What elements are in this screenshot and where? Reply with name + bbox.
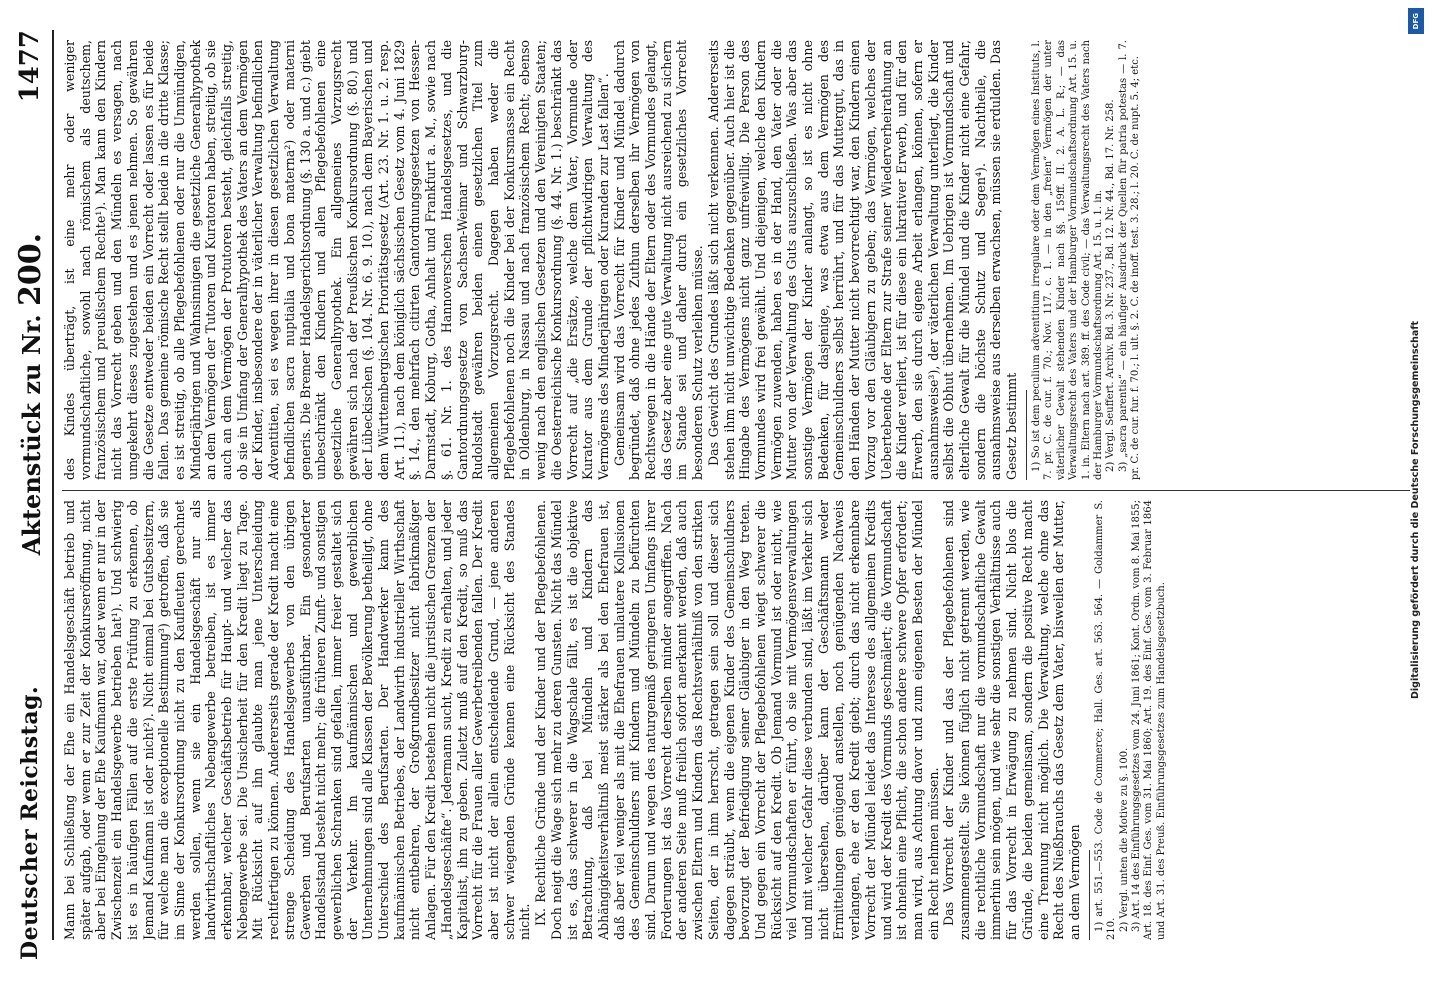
footnotes — [1031, 40, 1143, 480]
footnote: 3) „sacra parentis“ — ein häufiger Ausdruck der Quellen für patria potestas — l. 7. pr. C. de cur. fur. f. 70.; l. ult. §. 2. C. de inoff. test. 3. 28.; l. 20. C. de nupt. 5. 4; etc. — [1117, 40, 1142, 480]
page-header — [12, 30, 48, 960]
footnote-separator — [1026, 390, 1027, 480]
running-title: Deutscher Reichstag. — [17, 685, 43, 960]
paragraph: Das Vorrecht der Kinder und das der Pflegebefohlenen sind zusammengestellt. Sie können füglich nicht getrennt werden, wie die rechtliche Vormundschaft nur die vormundschaftliche Gewalt immerhin sein mögen, und wie sehr die sonstigen Verhältnisse auch für das Vorrecht in Erwägung zu nehmen sind. Nicht blos die Gründe, die beiden gemeinsam, sondern die positive Recht macht eine Trennung nicht möglich. Die Verwaltung, welche ohne das Recht des Nießbrauchs das Gesetz dem Vater, bisweilen der Mutter, an dem Vermögen — [941, 500, 1082, 940]
page-number: 1477 — [15, 30, 45, 103]
footnote: 1) So ist dem peculium adventitium irregulare oder dem Vermögen eines Instituts, l. 7. pr. C. de cur. f. 70.; Nov. 117. c. 1. — in den „freien“ Vermögen der unter väterlicher Gewalt stehenden Kinder nach §§. 159ff. II. 2. A. L. R.; — das Verwaltungsrecht des Vaters und der Hamburger Vormundschaftsordnung Art. 15. u. 1. in. Eltern nach art. 389. ff. des Code civil; — das Verwaltungsrecht des Vaters nach der Hamburger Vormundschaftsordnung Art. 15. u. 1. in. — [1030, 40, 1104, 480]
right-column — [62, 40, 1412, 480]
paragraph: Mann bei Schließung der Ehe ein Handelsgeschäft betrieb und später aufgab, oder wenn er zur Zeit der Konkurseröffnung, nicht aber bei Eingehung der Ehe Kaufmann war, oder wenn er nur in der Zwischenzeit ein Handelsgewerbe betrieben hat¹). Und schwierig ist es in häufigen Fällen auf die erste Prüfung zu erkennen, ob Jemand Kaufmann ist oder nicht²). Nicht einmal bei Gutsbesitzern, für welche man die exceptionelle Bestimmung³) getroffen, daß sie im Sinne der Konkursordnung nicht zu den Kaufleuten gerechnet werden sollen, wenn sie ein Handelsgeschäft nur als landwirthschaftliches Nebengewerbe betreiben, ist es immer erkennbar, welcher Geschäftsbetrieb für Haupt- und welcher das Nebengewerbe sei. Die Unsicherheit für den Kredit liegt zu Tage. Mit Rücksicht auf ihn glaubte man jene Unterscheidung rechtfertigen zu können. Andererseits gerade der Kredit macht eine strenge Scheidung des Handelsgewerbes von den übrigen Gewerben und Berufsarten unausführbar. Ein gesonderter Handelsstand besteht nicht mehr; die früheren Zunft- und sonstigen gewerblichen Schranken sind gefallen, immer freier gestaltet sich der Verkehr. Im kaufmännischen und gewerblichen Unternehmungen sind alle Klassen der Bevölkerung betheiligt, ohne Unterschied des Berufsarten. Der Handwerker kann des kaufmännischen Betriebes, der Landwirth industrieller Wirthschaft nicht entbehren, der Großgrundbesitzer nicht fabrikmäßiger Anlagen. Für den Kredit bestehen nicht die juristischen Grenzen der „Handelsgeschäfte“. Jedermann sucht, Kredit zu erhalten, und jeder Kapitalist, ihn zu geben. Zuletzt muß auf den Kredit, so muß das Vorrecht für die Frauen aller Gewerbetreibenden fallen. Der Kredit aber ist nicht der allein entscheidende Grund, — jene anderen schwer wiegenden Gründe kennen eine Rücksicht des Standes nicht. — [62, 500, 533, 940]
document-reference-prefix: Aktenstück zu Nr. — [16, 314, 46, 556]
footnotes — [1094, 500, 1168, 940]
footnote: 2) Vergl. unten die Motive zu §. 100. — [1118, 747, 1130, 932]
paragraph: Gemeinsam wird das Vorrecht für Kinder und Mündel dadurch begründet, daß ohne jedes Zuthun derselben ihr Vermögen von Rechtswegen in die Hände der Eltern oder des Vormundes gelangt, das Gesetz aber eine gute Verwaltung nicht ausreichend zu sichern im Stande sei und daher durch ein gesetzliches Vorrecht besonderen Schutz verleihen müsse. — [611, 40, 706, 480]
paragraph: Das Gewicht des Grundes läßt sich nicht verkennen. Andererseits stehen ihm nicht unwichtige Bedenken gegenüber. Auch hier ist die Hingabe des Vermögens nicht ganz unfreiwillig. Die Person des Vormundes wird frei gewählt. Und diejenigen, welche den Kindern Vermögen zuwenden, haben es in der Hand, den Vater oder die Mutter von der Verwaltung des Guts auszuschließen. Was aber das sonstige Vermögen der Kinder anlangt, so ist es nicht ohne Bedenken, für dasjenige, was etwa aus dem Vermögen des Gemeinschuldners selbst herrührt, und für das Muttergut, das in den Händen der Mutter nicht bevorrechtigt war, den Kindern einen Vorzug vor den Gläubigern zu geben; das Vermögen, welches der Uebertebende der Eltern zur Strafe seiner Wiederverheirathung an die Kinder verliert, ist für diese ein lukrativer Erwerb, und für den Erwerb, den sie durch eigene Arbeit erlangen, können, sofern er ausnahmsweise³), der väterlichen Verwaltung unterliegt, die Kinder selbst die Obhut übernehmen. Im Uebrigen ist Vormundschaft und elterliche Gewalt für die Mündel und die Kinder nicht eine Gefahr, sondern die höchste Schutz und Segen⁴). Nachtheile, die ausnahmsweise aus derselben erwachsen, müssen sie erdulden. Das Gesetz bestimmt — [705, 40, 1020, 480]
footnote: 1) art. 551.—553. Code de Commerce; Hall. Ges. art. 563. 564. — Goldammer S. 210. — [1093, 500, 1118, 940]
left-column — [62, 500, 1412, 940]
paragraph: des Kindes überträgt, ist eine mehr oder weniger vormundschaftliche, sowohl nach römischem als deutschem, französischem und preußischem Rechte¹). Man kann den Kindern nicht das Vorrecht geben und den Mündeln es versagen, nach umgekehrt dieses zugestehen und es jenen nehmen. So gewähren die Gesetze entweder beiden ein Vorrecht oder lassen es für beide fallen. Das gemeine römische Recht stellt beide in die dritte Klasse; es ist streitig, ob alle Pflegebefohlenen oder nur die Unmündigen, Minderjährigen und Wahnsinnigen die gesetzliche Generalhypothek an dem Vermögen der Tutoren und Kuratoren haben, streitig, ob sie auch an dem Vermögen der Protutoren besteht, gleichfalls streitig, ob sie in Umfang der Generalhypothek des Vaters an dem Vermögen der Kinder, insbesondere der in väterlicher Verwaltung befindlichen Adventitien, sei es wegen ihrer in diesen gesetzlichen Verwaltung befindlichen sacra nuptialia und bona materna²) oder materni generis. Die Bremer Handelsgerichtsordnung (§. 130 a. und c.) giebt unbeschränkt den Kindern und allen Pflegebefohlenen eine gesetzliche Generalhypothek. Ein allgemeines Vorzugsrecht gewähren sich nach der Preußischen Konkursordnung (§. 80.) und der Lübeckischen (§. 104. Nr. 6. 9. 10.), nach dem Bayerischen und dem Württembergischen Prioritätsgesetz (Art. 23. Nr. 1. u. 2. resp. Art. 11.), nach dem königlich sächsischen Gesetz vom 4. Juni 1829 §. 14., den mehrfach citirten Gantordnungsgesetzen von Hessen-Darmstadt, Koburg, Gotha, Anhalt und Frankfurt a. M., sowie nach §. 61. Nr. 1. des Hannoverschen Handelsgesetzes, und die Gantordnungsgesetze von Sachsen-Weimar und Schwarzburg-Rudolstadt gewähren beiden einen gesetzlichen Titel zum allgemeinen Vorzugsrecht. Dagegen haben weder die Pflegebefohlenen noch die Kinder bei der Konkursmasse ein Recht in Oldenburg, in Nassau und nach französischem Recht; ebenso wenig nach den englischen Gesetzen und den Vereinigten Staaten; die Oesterreichische Konkursordnung (§. 44. Nr. 1.) beschränkt das Vorrecht auf „die Ersätze, welche dem Vater, Vormunde oder Kurator aus dem Grunde der pflichtwidrigen Verwaltung des Vermögens des Minderjährigen oder Kuranden zur Last fallen“. — [62, 40, 611, 480]
column-divider — [62, 490, 1410, 491]
digitization-credit-text: Digitalisierung gefördert durch die Deutsche Forschungsgemeinschaft — [1409, 321, 1421, 699]
header-rule — [52, 30, 54, 940]
dfg-logo-text: DFG — [1412, 12, 1420, 30]
footnote: 2) Vergl. Seuffert. Archiv. Bd. 3. Nr. 237., Bd. 12. Nr. 44., Bd. 17. Nr. 258. — [1105, 99, 1117, 472]
document-reference — [13, 233, 48, 555]
footnote-separator — [1089, 850, 1090, 940]
digitization-credit — [1404, 40, 1426, 980]
document-number: 200. — [12, 232, 48, 307]
footnote: 3) Art. 14 des Einführungsgesetzes vom 24. Juni 1861; Kont. Ordn. vom 8. Mai 1855; Art. 18. des Einf. Ges. vom 31. Mai 1860; Art. 19. des Einf. Ges. vom 3. Februar 1864 und Art. 31. des Preuß. Einführungsgesetzes zum Handelsgesetzbuch. — [1130, 500, 1167, 940]
dfg-logo — [1408, 8, 1424, 34]
paragraph: IX. Rechtliche Gründe und der Kinder und der Pflegebefohlenen. Doch neigt die Wage sich mehr zu deren Gunsten. Nicht das Mündel ist es, das schwerer in die Wagschale fällt, es ist die objektive Betrachtung, daß bei Mündeln und Kindern das Abhängigkeitsverhältniß meist stärker als bei den Ehefrauen ist, daß aber viel weniger als mit die Ehefrauen unlautere Kollusionen des Gemeinschuldners mit Kindern und Mündeln zu befürchten sind. Darum und wegen des naturgemäß geringeren Umfangs ihrer Forderungen ist das Vorrecht derselben minder angegriffen. Nach der anderen Seite muß freilich sofort anerkannt werden, daß auch zwischen Eltern und Kindern das Rechtsverhältniß von den strikten Seiten, der in ihm herrscht, getragen sein soll und dieser sich dagegen sträubt, wenn die eigenen Kinder des Gemeinschuldners bevorzugt der Befriedigung seiner Gläubiger in den Weg treten. Und gegen ein Vorrecht der Pflegebefohlenen wiegt schwerer die Rücksicht auf den Kredit. Ob Jemand Vormund ist oder nicht, wie viel Vormundschaften er führt, ob sie mit Vermögensverwaltungen und mit welcher Gefahr diese verbunden sind, läßt im Verkehr sich nicht übersehen, darüber kann der Geschäftsmann weder Ermittelungen genügend anstellen, noch genügenden Nachweis verlangen, ehe er den Kredit giebt; durch das nicht erkennbare Vorrecht der Mündel leidet das Interesse des allgemeinen Kredits und wird der Kredit des Vormunds geschmälert; die Vormundschaft ist ohnehin eine Pflicht, die schon andere schwere Opfer erfordert; man wird, aus Achtung davor und zum eigenen Besten der Mündel ein Recht nehmen müssen. — [533, 500, 941, 940]
